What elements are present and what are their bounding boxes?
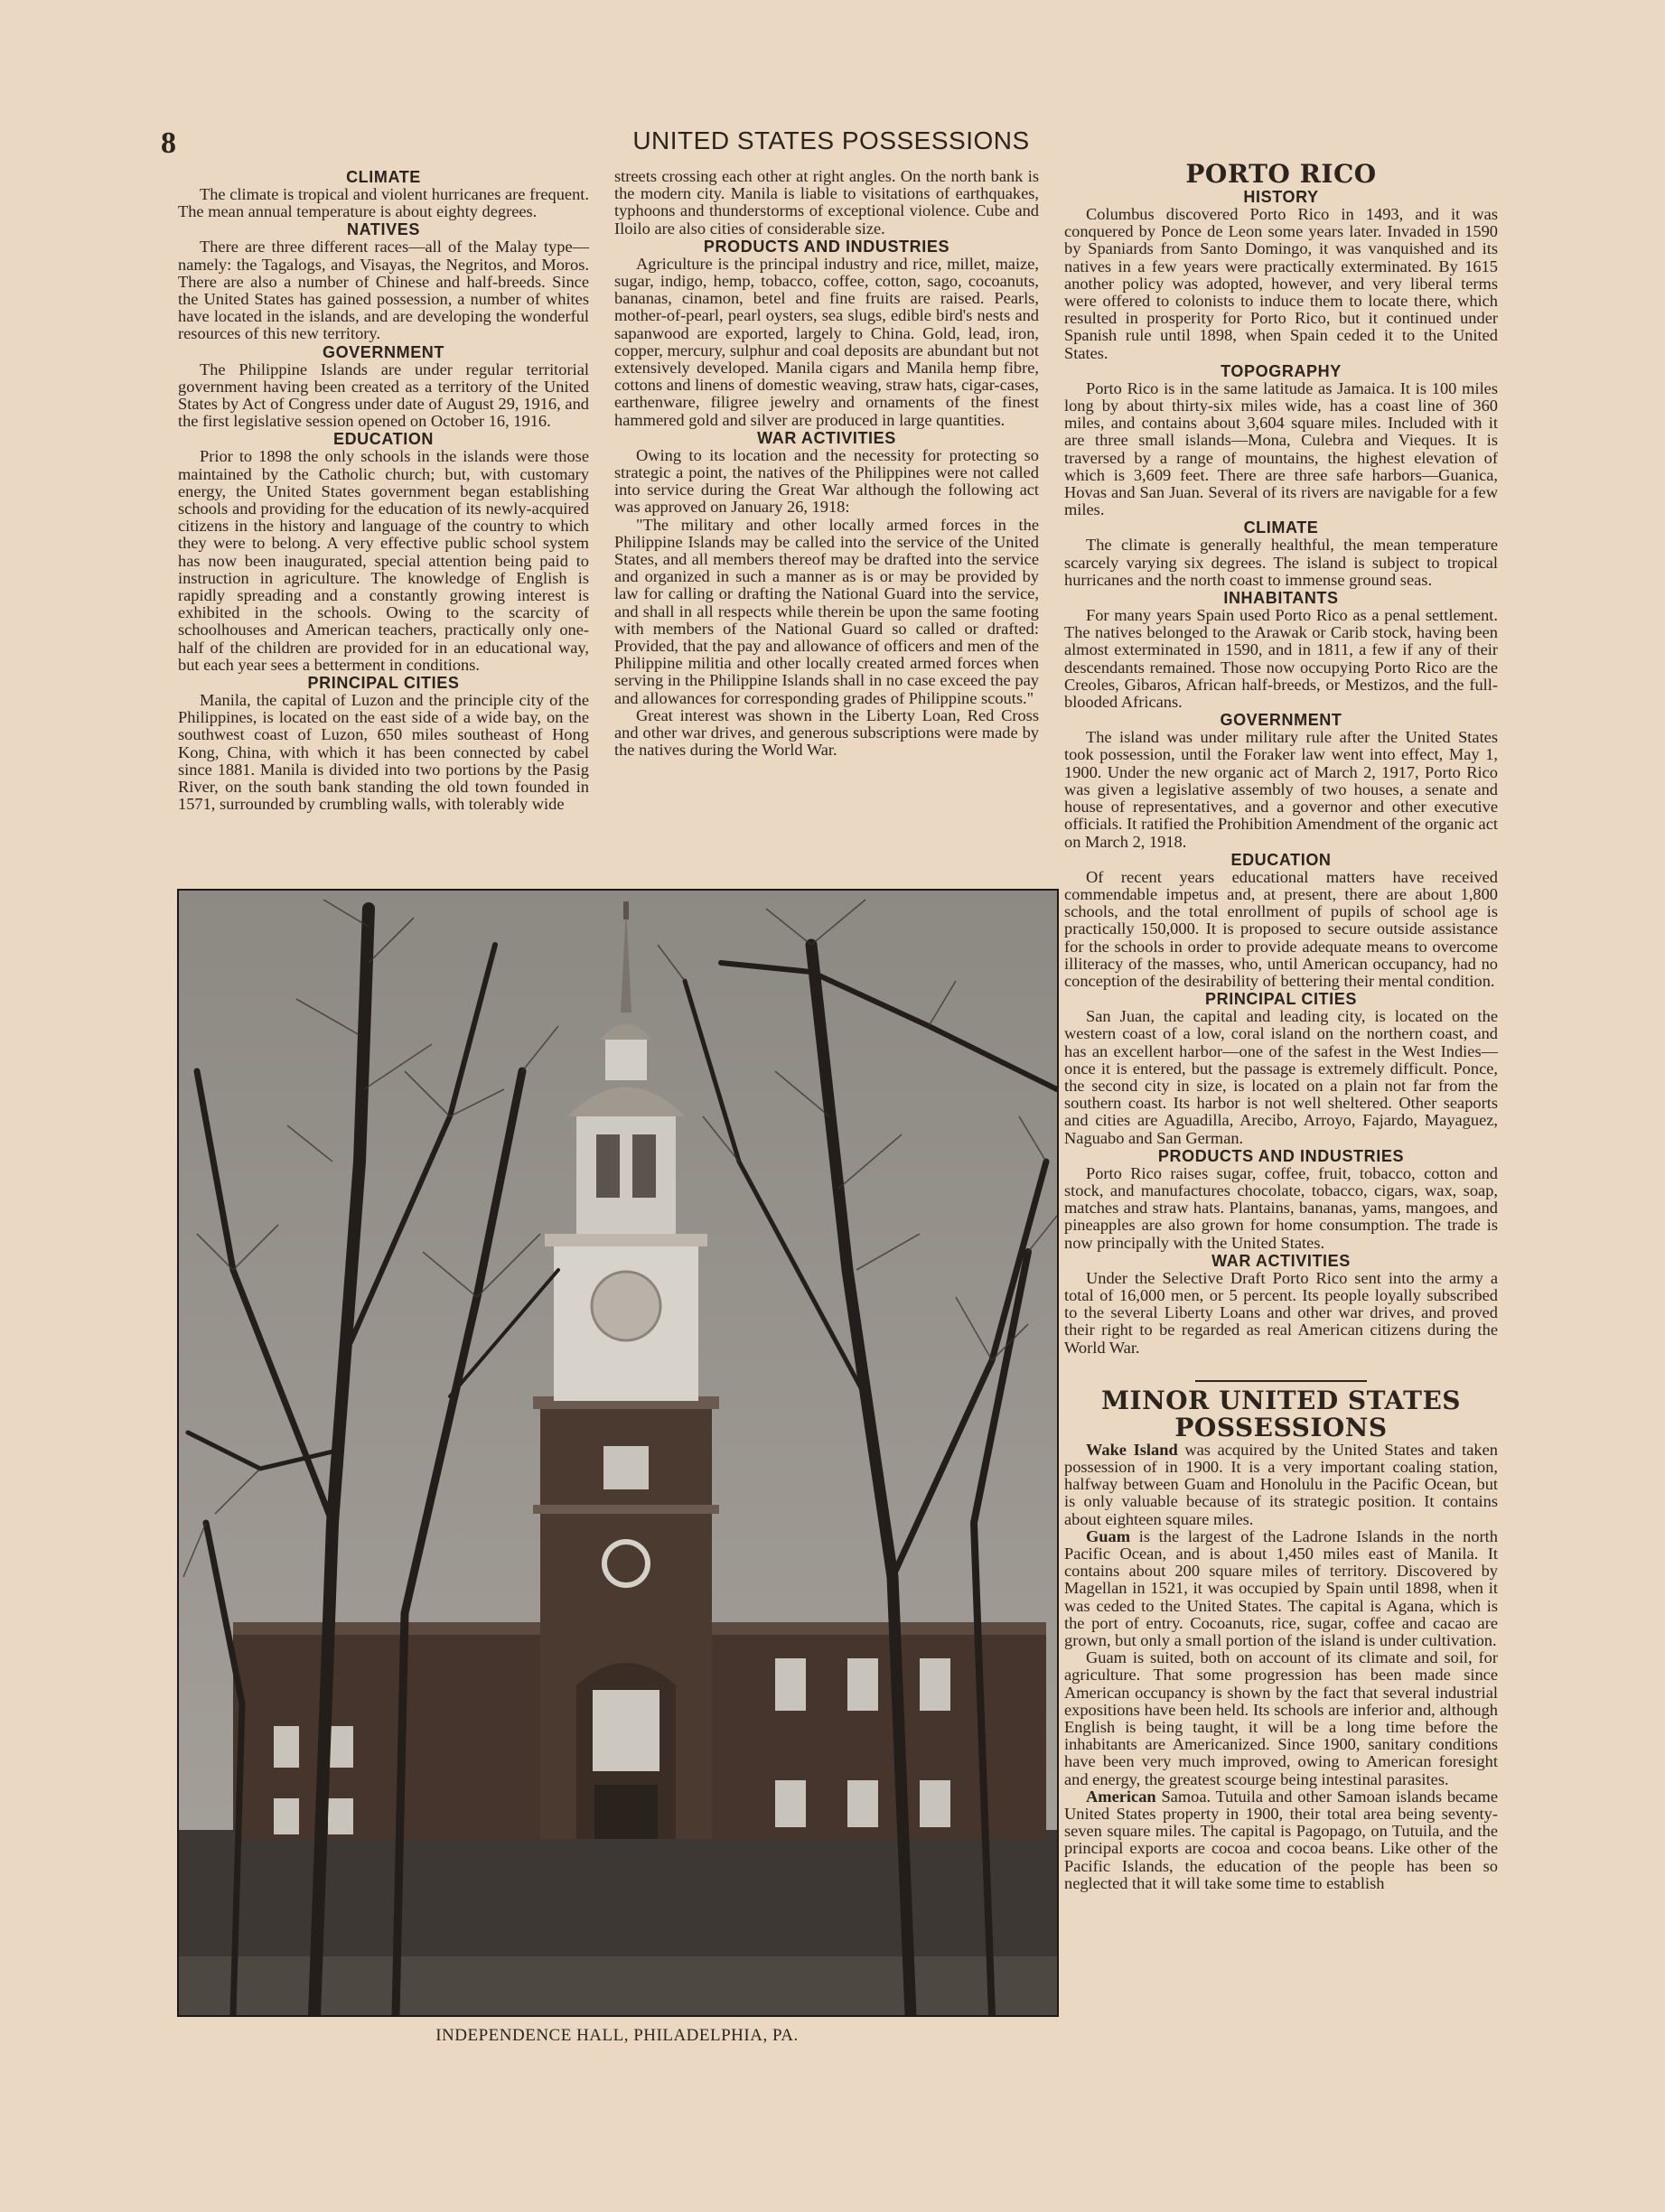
minor-possessions-title-line1: MINOR UNITED STATES <box>1100 1385 1462 1415</box>
porto-rico-title: PORTO RICO <box>1185 159 1377 189</box>
heading-products: PRODUCTS AND INDUSTRIES <box>703 237 950 256</box>
guam-text: is the largest of the Ladrone Islands in the north Pacific Ocean, and is about 1,450 miles east of Manila. It contains about 200 square miles of territory. Discovered by Magellan in 1521, it was occupied by Spain until 1898, when it was ceded to the United States. The capital is Agana, which is the port of entry. Cocoanuts, rice, sugar, coffee and cacao are grown, but only a small portion of the island is under cultivation. <box>1064 1526 1498 1650</box>
heading-history: HISTORY <box>1243 188 1319 206</box>
heading-pr-government: GOVERNMENT <box>1220 711 1342 730</box>
heading-war-activities: WAR ACTIVITIES <box>757 428 896 447</box>
minor-possessions-title-line2: POSSESSIONS <box>1174 1412 1388 1442</box>
paragraph-climate: The climate is tropical and violent hurricanes are frequent. The mean annual temperature is about eighty degrees. <box>178 185 589 221</box>
paragraph-inhabitants: For many years Spain used Porto Rico as a penal settlement. The natives belonged to the Arawak or Carib stock, having been almost exterminated in 1590, and in 1811, a few if any of their descendants remained. Those now occupying Porto Rico are the Creoles, Gibaros, African half-breeds, or Mestizos, and the full-blooded Africans. <box>1064 606 1498 712</box>
heading-education: EDUCATION <box>332 430 435 449</box>
section-divider <box>1195 1380 1367 1382</box>
paragraph-war-activities: Owing to its location and the necessity for protecting so strategic a point, the natives of the Philippines were not called into service during the Great War although the following act was approved on January 26, 1918: <box>614 445 1039 517</box>
photo-illustration <box>179 891 1057 2015</box>
heading-principal-cities: PRINCIPAL CITIES <box>307 674 460 693</box>
photo-caption: INDEPENDENCE HALL, PHILADELPHIA, PA. <box>435 2026 799 2045</box>
heading-natives: NATIVES <box>347 220 420 239</box>
wake-island-text: was acquired by the United States and taken possession of in 1900. It is a very important coaling station, halfway between Guam and Honolulu in the Pacific Ocean, but is only valuable because of its strategic position. It contains about eighteen square miles. <box>1064 1440 1498 1528</box>
paragraph-pr-government: The island was under military rule after the United States took possession, until the Foraker law went into effect, May 1, 1900. Under the new organic act of March 2, 1917, Porto Rico was given a legislative assembly of two houses, a senate and house of representatives, and a governor and other executive officials. It ratified the Prohibition Amendment of the organic act on March 2, 1918. <box>1064 728 1498 851</box>
paragraph-principal-cities: Manila, the capital of Luzon and the principle city of the Philippines, is located on the east side of a wide bay, on the southwest coast of Luzon, 650 miles southeast of Hong Kong, China, with which it has been connected by cabel since 1881. Manila is divided into two portions by the Pasig River, on the south bank standing the old town founded in 1571, surrounded by crumbling walls, with tolerably wide <box>178 691 589 814</box>
paragraph-education: Prior to 1898 the only schools in the islands were those maintained by the Catholic church; but, with customary energy, the United States government began establishing schools and providing for the education of its newly-acquired citizens in the history and language of the country to which they were to belong. A very effective public school system has now been inaugurated, special attention being paid to instruction in agriculture. The knowledge of English is rapidly spreading and a constantly growing interest is exhibited in the schools. Owing to the scarcity of schoolhouses and American teachers, practically only one-half of the children are provided for in an educational way, but each year sees a betterment in conditions. <box>178 447 589 674</box>
paragraph-samoa <box>1064 1788 1498 1892</box>
paragraph-war-quote: "The military and other locally armed forces in the Philippine Islands may be called into the service of the United States, and all members thereof may be drafted into the service and organized in such a manner as is or may be provided by law for calling or drafting the National Guard into the service, and shall in all respects while therein be upon the same footing with members of the National Guard so called or drafted: Provided, that the pay and allowance of officers and men of the Philippine militia and other locally created armed forces when serving in the Philippine Islands shall in no case exceed the pay and allowances for corresponding grades of Philippine scouts." <box>614 515 1039 707</box>
samoa-text: Samoa. Tutuila and other Samoan islands became United States property in 1900, their total area being seventy-seven square miles. The capital is Pagopago, on Tutuila, and the principal exports are cocoa and cocoa beans. Like other of the Pacific Islands, the education of the people has been so neglected that it will take some time to establish <box>1064 1787 1498 1892</box>
paragraph-war-activities-2: Great interest was shown in the Liberty Loan, Red Cross and other war drives, and generous subscriptions were made by the natives during the World War. <box>614 705 1039 760</box>
heading-pr-war: WAR ACTIVITIES <box>1211 1251 1351 1270</box>
running-head: UNITED STATES POSSESSIONS <box>632 126 1030 154</box>
paragraph-wake-island <box>1064 1442 1498 1528</box>
paragraph-topography: Porto Rico is in the same latitude as Jamaica. It is 100 miles long by about thirty-six miles wide, has a coast line of 360 miles, and contains about 3,604 square miles. Included with it are three small islands—Mona, Culebra and Vieques. It is traversed by a range of mountains, the highest elevation of which is 3,609 feet. There are three safe harbors—Guanica, Hovas and San Juan. Several of its rivers are navigable for a few miles. <box>1064 378 1498 519</box>
paragraph-pr-products: Porto Rico raises sugar, coffee, fruit, tobacco, cotton and stock, and manufactures chocolate, tobacco, cigars, wax, soap, matches and straw hats. Plantains, bananas, yams, mangoes, and pineapples are also grown for home consumption. The trade is now principally with the United States. <box>1064 1163 1498 1252</box>
heading-inhabitants: INHABITANTS <box>1223 589 1339 608</box>
wake-island-lead: Wake Island <box>1086 1440 1178 1459</box>
paragraph-pr-education: Of recent years educational matters have received commendable impetus and, at present, there are about 1,800 schools, and the total enrollment of pupils of school age is practically 150,000. It is proposed to secure outside assistance for the schools in order to provide adequate means to overcome illiteracy of the masses, who, until American occupancy, had no conception of the desirability of bettering their mental condition. <box>1064 867 1498 990</box>
column-right <box>1064 161 1498 1892</box>
photo-independence-hall <box>177 889 1059 2017</box>
paragraph-guam <box>1064 1528 1498 1649</box>
paragraph-natives: There are three different races—all of the Malay type—namely: the Tagalogs, and Visayas, the Negritos, and Moros. There are also a number of Chinese and half-breeds. Since the United States has gained possession, a number of whites have located in the islands, and are developing the wonderful resources of this new territory. <box>178 238 589 343</box>
paragraph-pr-cities: San Juan, the capital and leading city, is located on the western coast of a low, coral island on the northern coast, and has an excellent harbor—one of the safest in the West Indies—once it is entered, but the passage is extremely difficult. Ponce, the second city in size, is located on a plain not far from the southern coast. Its harbor is not well sheltered. Other seaports and cities are Aguadilla, Arecibo, Arroyo, Fajardo, Mayaguez, Naguabo and San German. <box>1064 1007 1498 1147</box>
page-number: 8 <box>161 126 176 160</box>
heading-government: GOVERNMENT <box>322 342 444 361</box>
paragraph-guam-2: Guam is suited, both on account of its climate and soil, for agriculture. That some progression has been made since American occupancy is shown by the fact that several industrial expositions have been held. Its schools are inferior and, although English is being taught, it will be a long time before the inhabitants are Americanized. Since 1900, sanitary conditions have been very much improved, owing to American foresight and energy, the greatest scourge being intestinal parasites. <box>1064 1648 1498 1788</box>
paragraph-history: Columbus discovered Porto Rico in 1493, and it was conquered by Ponce de Leon some years later. Invaded in 1590 by Spaniards from Santo Domingo, it was vanquished and its natives in a few years were practically exterminated. By 1615 another policy was adopted, however, and very liberal terms were offered to colonists to induce them to locate there, which resulted in prosperity for Porto Rico, but it continued under Spanish rule until 1898, when Spain ceded it to the United States. <box>1064 205 1498 362</box>
paragraph-products: Agriculture is the principal industry and rice, millet, maize, sugar, indigo, hemp, tobacco, coffee, cotton, sago, cocoanuts, bananas, cinamon, betel and fine fruits are raised. Pearls, mother-of-pearl, pearl oysters, sea slugs, edible bird's nests and sapanwood are exported, largely to China. Gold, lead, iron, copper, mercury, sulphur and coal deposits are abundant but not extensively developed. Manila cigars and Manila hemp fibre, cottons and linens of domestic weaving, straw hats, cigar-cases, earthenware, filigree jewelry and ornaments of the finest hammered gold and silver are produced in large quantities. <box>614 254 1039 429</box>
paragraph-government: The Philippine Islands are under regular territorial government having been created as a territory of the United States by Act of Congress under date of August 29, 1916, and the first legislative session opened on October 16, 1916. <box>178 359 589 431</box>
column-left <box>178 168 589 814</box>
samoa-lead: American <box>1086 1787 1156 1806</box>
guam-lead: Guam <box>1086 1526 1131 1545</box>
heading-topography: TOPOGRAPHY <box>1221 361 1342 380</box>
heading-pr-cities: PRINCIPAL CITIES <box>1205 990 1357 1009</box>
heading-pr-products: PRODUCTS AND INDUSTRIES <box>1157 1146 1405 1165</box>
paragraph-continued: streets crossing each other at right angles. On the north bank is the modern city. Manila is liable to visitations of earthquakes, typhoons and thunderstorms of exceptional violence. Cube and Iloilo are also cities of considerable size. <box>614 167 1039 238</box>
paragraph-pr-war: Under the Selective Draft Porto Rico sent into the army a total of 16,000 men, or 5 percent. Its people loyally subscribed to the several Liberty Loans and other war drives, and proved their right to be regarded as real American citizens during the World War. <box>1064 1268 1498 1357</box>
heading-climate: CLIMATE <box>346 168 421 186</box>
heading-pr-climate: CLIMATE <box>1243 518 1319 537</box>
column-middle <box>614 168 1039 760</box>
heading-pr-education: EDUCATION <box>1230 850 1332 869</box>
paragraph-pr-climate: The climate is generally healthful, the mean temperature scarcely varying six degrees. The island is subject to tropical hurricanes and the north coast to immense ground seas. <box>1064 536 1498 589</box>
